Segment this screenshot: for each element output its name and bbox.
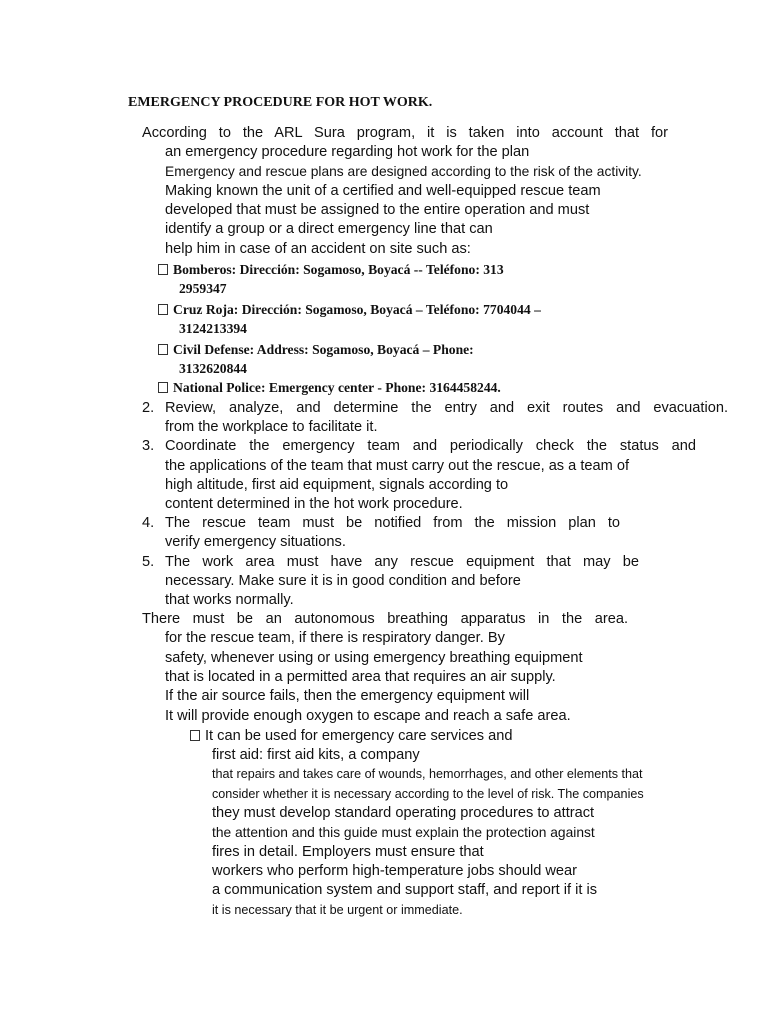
item-5-line-3: that works normally. (165, 592, 294, 608)
intro-line-2: an emergency procedure regarding hot work for the plan (165, 144, 530, 160)
breathing-line-4: that is located in a permitted area that requires an air supply. (165, 669, 556, 685)
breathing-line-5: If the air source fails, then the emergency equipment will (165, 688, 530, 704)
bullet-box-icon (190, 730, 200, 741)
contact-cruz-roja-text: Cruz Roja: Dirección: Sogamoso, Boyacá – Teléfono: 7704044 – (173, 302, 541, 317)
intro-line-4: Making known the unit of a certified and well-equipped rescue team (165, 183, 601, 199)
first-aid-line-9: a communication system and support staff, and report if it is (212, 882, 598, 898)
first-aid-line-3: that repairs and takes care of wounds, hemorrhages, and other elements that (212, 767, 643, 781)
item-2-line-2: from the workplace to facilitate it. (165, 419, 378, 435)
bullet-box-icon (158, 304, 168, 315)
item-4-line-1: The rescue team must be notified from the mission plan to (165, 515, 620, 531)
item-3-line-1: Coordinate the emergency team and periodically check the status and (165, 438, 696, 454)
breathing-line-6: It will provide enough oxygen to escape and reach a safe area. (165, 708, 571, 724)
contact-bomberos-text: Bomberos: Dirección: Sogamoso, Boyacá -- Teléfono: 313 (173, 262, 504, 277)
first-aid-line-2: first aid: first aid kits, a company (212, 747, 420, 763)
document-title: EMERGENCY PROCEDURE FOR HOT WORK. (128, 95, 433, 110)
first-aid-line-7: fires in detail. Employers must ensure that (212, 844, 484, 860)
item-4-line-2: verify emergency situations. (165, 534, 346, 550)
intro-line-1: According to the ARL Sura program, it is taken into account that for (142, 125, 668, 141)
item-3-line-2: the applications of the team that must carry out the rescue, as a team of (165, 458, 629, 474)
intro-line-3: Emergency and rescue plans are designed according to the risk of the activity. (165, 164, 642, 179)
item-5-line-2: necessary. Make sure it is in good condition and before (165, 573, 521, 589)
item-5-number: 5. (142, 554, 155, 570)
contact-bomberos (158, 260, 504, 279)
intro-line-5: developed that must be assigned to the entire operation and must (165, 202, 590, 218)
contact-bomberos-phone: 2959347 (179, 281, 227, 296)
first-aid-line-5: they must develop standard operating procedures to attract (212, 805, 595, 821)
first-aid-line-8: workers who perform high-temperature jobs should wear (212, 863, 578, 879)
contact-civil-defense-text: Civil Defense: Address: Sogamoso, Boyacá – Phone: (173, 342, 474, 357)
bullet-box-icon (158, 382, 168, 393)
first-aid-line-1: It can be used for emergency care services and (205, 728, 513, 744)
bullet-box-icon (158, 264, 168, 275)
breathing-line-2: for the rescue team, if there is respiratory danger. By (165, 630, 505, 646)
contact-national-police (158, 378, 501, 397)
contact-cruz-roja (158, 300, 541, 319)
contact-national-police-text: National Police: Emergency center - Phone: 3164458244. (173, 380, 501, 395)
item-5-line-1: The work area must have any rescue equipment that may be (165, 554, 639, 570)
item-4-number: 4. (142, 515, 155, 531)
intro-line-7: help him in case of an accident on site such as: (165, 241, 471, 257)
contact-cruz-roja-phone: 3124213394 (179, 321, 247, 336)
intro-line-6: identify a group or a direct emergency line that can (165, 221, 493, 237)
item-2-line-1: Review, analyze, and determine the entry and exit routes and evacuation. (165, 400, 728, 416)
first-aid-bullet (190, 727, 512, 746)
bullet-box-icon (158, 344, 168, 355)
first-aid-line-6: the attention and this guide must explain the protection against (212, 825, 595, 840)
breathing-line-3: safety, whenever using or using emergency breathing equipment (165, 650, 583, 666)
first-aid-line-10: it is necessary that it be urgent or immediate. (212, 903, 463, 917)
contact-civil-defense-phone: 3132620844 (179, 361, 247, 376)
breathing-line-1: There must be an autonomous breathing apparatus in the area. (142, 611, 628, 627)
item-2-number: 2. (142, 400, 155, 416)
item-3-line-3: high altitude, first aid equipment, signals according to (165, 477, 509, 493)
item-3-line-4: content determined in the hot work procedure. (165, 496, 463, 512)
item-3-number: 3. (142, 438, 155, 454)
first-aid-line-4: consider whether it is necessary according to the level of risk. The companies (212, 787, 644, 801)
contact-civil-defense (158, 340, 474, 359)
